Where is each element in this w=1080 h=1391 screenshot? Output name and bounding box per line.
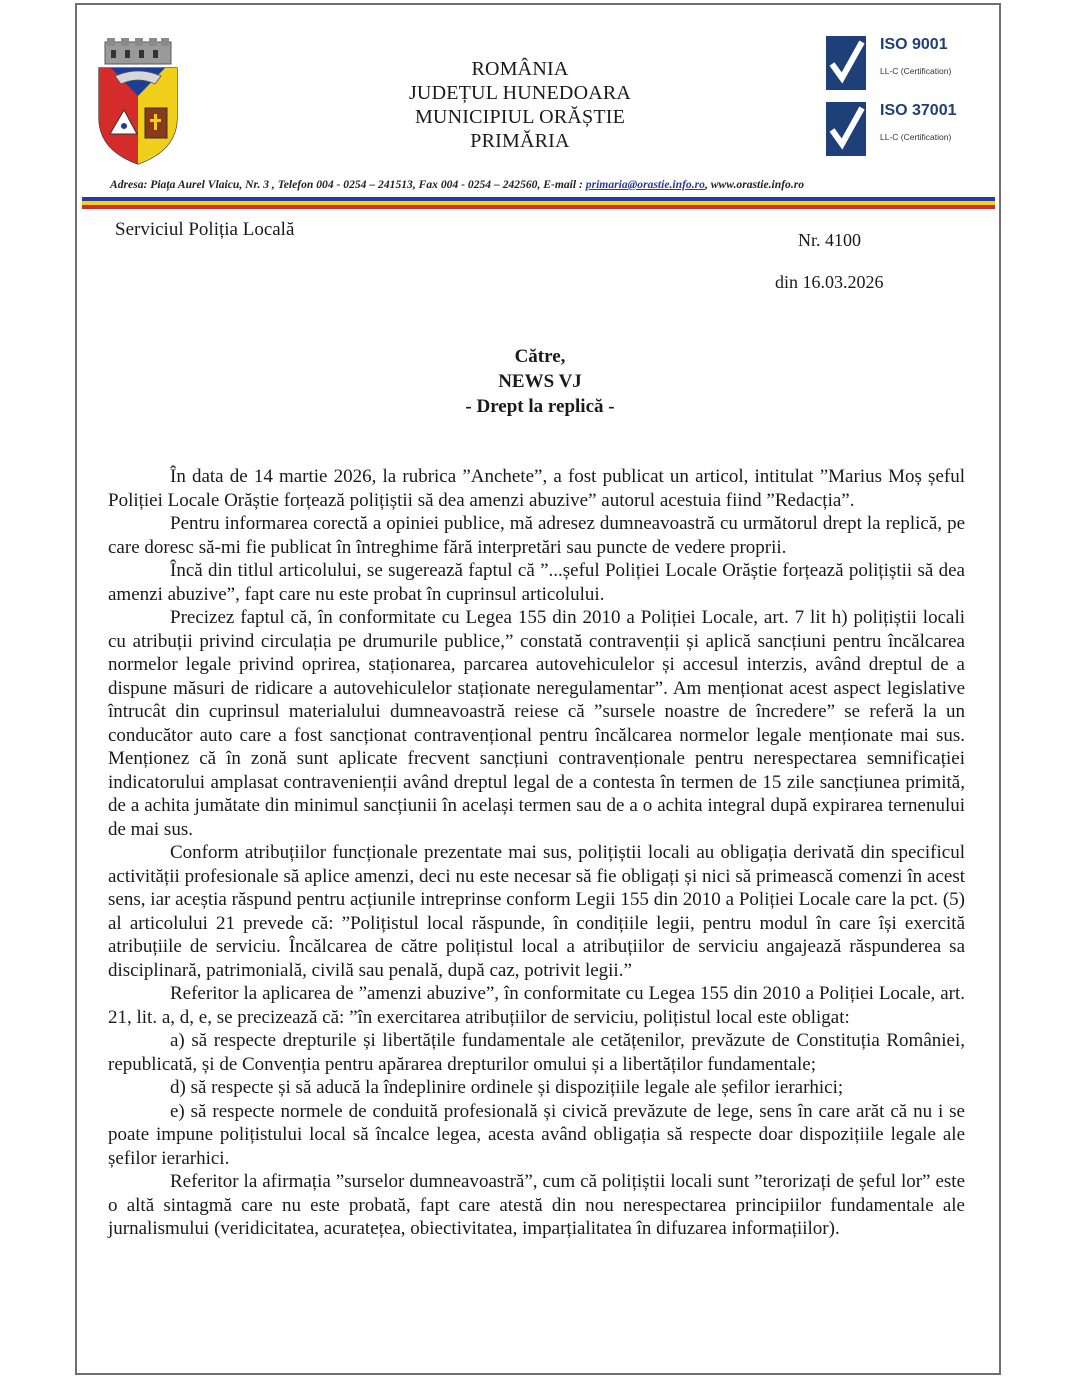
addressee-recipient: NEWS VJ: [498, 371, 582, 392]
department-name: Serviciul Poliția Locală: [115, 219, 295, 240]
header-line-country: ROMÂNIA: [471, 58, 569, 80]
header-line-office: PRIMĂRIA: [470, 130, 570, 152]
issuer-header: [350, 57, 690, 153]
header-line-municipality: MUNICIPIUL ORĂȘTIE: [414, 106, 626, 128]
certification-check-icon: [826, 102, 866, 156]
paragraph: Pentru informarea corectă a opiniei publice, mă adresez dumneavoastră cu următorul drept la replică, pe care doresc să-mi fie publicat în întreghime fără interpretări sau puncte de vedere proprii.: [108, 513, 965, 558]
address-prefix: Adresa: Piața Aurel Vlaicu, Nr. 3 , Telefon 004 - 0254 – 241513, Fax 004 - 0254 – 242560, E-mail :: [110, 178, 586, 191]
document-subject: - Drept la replică -: [465, 396, 615, 417]
coat-of-arms-icon: [95, 38, 181, 166]
address-suffix: , www.orastie.info.ro: [704, 178, 805, 191]
iso-37001-badge: [826, 102, 976, 162]
addressee-block: [340, 344, 740, 419]
paragraph: Referitor la afirmația ”surselor dumneavoastră”, cum că polițiștii locali sunt ”terorizați de șeful lor” este o altă sintagmă care nu este probată, fapt care atestă din nou nerespectarea principiilor fundamentale ale jurnalismului (veridicitatea, acuratețea, obiectivitatea, imparțialitatea în difuzarea informațiilor).: [108, 1171, 965, 1239]
paragraph: Referitor la aplicarea de ”amenzi abuzive”, în conformitate cu Legea 155 din 2010 a Poliției Locale, art. 21, lit. a, d, e, se precizează că: ”în exercitarea atribuțiilor de serviciu, polițistul local este obligat:: [108, 983, 965, 1028]
email-link[interactable]: primaria@orastie.info.ro: [585, 178, 705, 191]
legal-provision-item: a) să respecte drepturile și libertățile fundamentale ale cetățenilor, prevăzute de Constituția României, republicată, și de Convenția pentru apărarea drepturilor omului și a libertăților fundamentale;: [108, 1030, 965, 1075]
iso-9001-badge: [826, 36, 976, 96]
paragraph: În data de 14 martie 2026, la rubrica ”Anchete”, a fost publicat un articol, intitulat ”Marius Moș șeful Poliției Locale Orăștie forțează polițiștii să dea amenzi abuzive” autorul acestuia fiind ”Redacția”.: [108, 466, 965, 511]
paragraph: Conform atribuțiilor funcționale prezentate mai sus, polițiștii locali au obligația derivată din specificul activității profesionale să aplice amenzi, deci nu este necesar să fie obligați și nici să primească comenzi în acest sens, iar aceștia răspund pentru acțiunile intreprinse conform Legii 155 din 2010 a Poliției Locale care la pct. (5) al articolului 21 prevede că: ”Polițistul local răspunde, în condițiile legii, pentru modul în care își exercită atribuțiile de serviciu. Încălcarea de către polițistul local a atribuțiilor de serviciu angajează răspunderea sa disciplinară, patrimonială, civilă sau penală, după caz, potrivit legii.”: [108, 842, 965, 981]
letter-body: [108, 465, 965, 1241]
registration-number: Nr. 4100: [798, 230, 861, 250]
tricolor-divider: [82, 197, 995, 217]
address-line: [110, 178, 970, 191]
header-line-county: JUDEȚUL HUNEDOARA: [408, 82, 632, 104]
iso-9001-title: ISO 9001: [880, 36, 948, 53]
legal-provision-item: e) să respecte normele de conduită profesională și civică prevăzute de lege, sens în care arăt că nu i se poate impune polițistului local să încalce legea, acesta având obligația să respecte doar dispozițiile legale ale șefilor ierarhici.: [108, 1100, 965, 1169]
document-date: din 16.03.2026: [775, 272, 884, 292]
paragraph: Încă din titlul articolului, se sugerează faptul că ”...șeful Poliției Locale Orăștie forțează polițiștii să dea amenzi abuzive”, fapt care nu este probat în cuprinsul articolului.: [108, 560, 965, 605]
paragraph: Precizez faptul că, în conformitate cu Legea 155 din 2010 a Poliției Locale, art. 7 lit h) polițiștii locali cu atribuții privind circulația pe drumurile publice,” constată contravenții și aplică sancțiuni pentru încălcarea normelor legale privind oprirea, staționarea, parcarea autovehiculelor și accesul interzis, având dreptul de a dispune măsuri de ridicare a autovehiculelor staționate neregulamentar”. Am menționat acest aspect legislative întrucât din cuprinsul materialului dumneavoastră reiese că ”sursele noastre de încredere” se referă la un conducător auto care a fost sancționat contravențional pentru încălcarea normelor legale menționate mai sus. Menționez că în zonă sunt aplicate frecvent sancțiuni contravenționale pentru nerespectarea semnificației indicatorului amplasat contravenienții având dreptul legal de a contesta în termen de 15 zile sancțiunea primită, de a achita jumătate din minimul sancțiunii în același termen sau de a o achita integral după expirarea ternenului de mai sus.: [108, 607, 965, 840]
iso-9001-subtitle: LL-C (Certification): [880, 66, 952, 76]
iso-37001-title: ISO 37001: [880, 102, 957, 119]
certification-check-icon: [826, 36, 866, 90]
addressee-to: Către,: [514, 346, 566, 367]
iso-37001-subtitle: LL-C (Certification): [880, 132, 952, 142]
legal-provision-item: d) să respecte și să aducă la îndeplinire ordinele și dispozițiile legale ale șefilor ierarhici;: [170, 1077, 844, 1098]
